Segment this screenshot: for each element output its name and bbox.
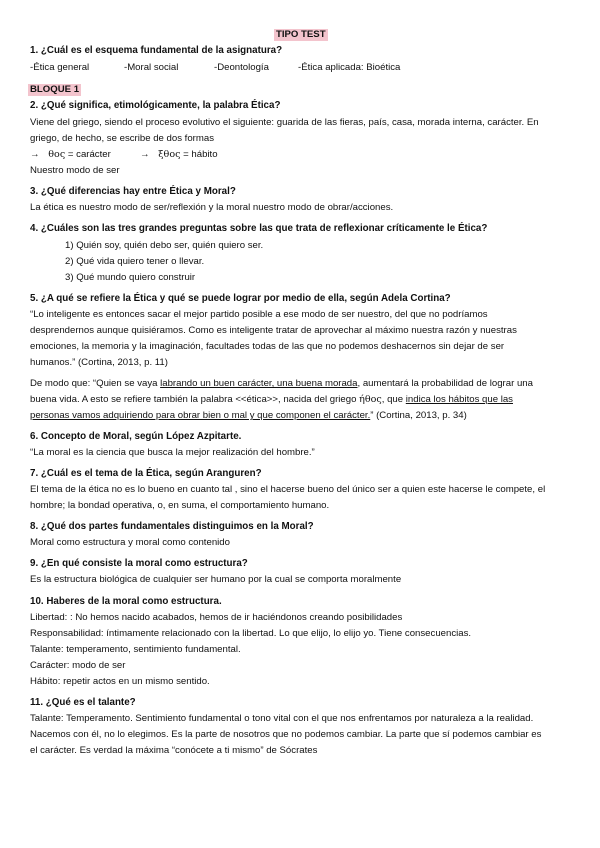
question-6: 6. Concepto de Moral, según López Azpitarte. xyxy=(30,431,242,442)
question-5: 5. ¿A qué se refiere la Ética y qué se puede lograr por medio de ella, según Adela Cortina? xyxy=(30,293,451,304)
question-1: 1. ¿Cuál es el esquema fundamental de la asignatura? xyxy=(30,45,283,56)
q4-item: 3) Qué mundo quiero construir xyxy=(65,272,196,283)
underlined-text: labrando un buen carácter, una buena morada xyxy=(160,378,358,389)
q5-quote-line: humanos.” (Cortina, 2013, p. 11) xyxy=(30,357,168,368)
underlined-text: indica los hábitos que las xyxy=(405,394,513,405)
q5-paragraph-line xyxy=(30,378,533,390)
q10-item: Talante: temperamento, sentimiento fundamental. xyxy=(30,644,241,655)
q2-text-line: Viene del griego, siendo el proceso evolutivo el siguiente: guarida de las fieras, país, casa, morada interna, carácter. En xyxy=(30,117,539,128)
greek-word: ήθος xyxy=(359,394,382,405)
q2-form-2 xyxy=(140,149,218,161)
q1-option-1: -Ética general xyxy=(30,62,90,73)
q11-text-line: el carácter. Es verdad la máxima “conócete a ti mismo” de Sócrates xyxy=(30,745,318,756)
question-9: 9. ¿En qué consiste la moral como estructura? xyxy=(30,558,248,569)
q10-item: Responsabilidad: íntimamente relacionado con la libertad. Lo que elijo, lo elijo yo. Tiene consecuencias. xyxy=(30,628,472,639)
q2-closing: Nuestro modo de ser xyxy=(30,165,120,176)
q1-option-3: -Deontología xyxy=(214,62,269,73)
greek-meaning: = hábito xyxy=(183,149,218,160)
question-7: 7. ¿Cuál es el tema de la Ética, según Aranguren? xyxy=(30,468,262,479)
q11-text-line: Nacemos con él, no lo elegimos. Es la parte de nosotros que no podemos cambiar. La parte que sí podemos cambiar es xyxy=(30,729,542,740)
q10-item: Libertad: : No hemos nacido acabados, hemos de ir haciéndonos creando posibilidades xyxy=(30,612,403,623)
q5-paragraph-line xyxy=(30,394,513,406)
q3-answer: La ética es nuestro modo de ser/reflexión y la moral nuestro modo de obrar/acciones. xyxy=(30,202,394,213)
arrow-right-icon: → xyxy=(140,149,150,160)
q10-item: Hábito: repetir actos en un mismo sentido. xyxy=(30,676,210,687)
text-span: ” (Cortina, 2013, p. 34) xyxy=(370,410,467,421)
q11-text-line: Talante: Temperamento. Sentimiento fundamental o tono vital con el que nos enfrentamos por naturaleza a la realidad. xyxy=(30,713,534,724)
text-span: , aumentará la probabilidad de lograr una xyxy=(357,378,533,389)
q9-answer: Es la estructura biológica de cualquier ser humano por la cual se comporta moralmente xyxy=(30,574,402,585)
q5-quote-line: emociones, la memoria y la imaginación, facultades todas de las que no podemos deshacernos sin dejar de ser xyxy=(30,341,505,352)
q5-quote-line: desprendernos aunque quisiéramos. Como es inteligente tratar de aprovechar al máximo nuestra razón y nuestras xyxy=(30,325,517,336)
question-4: 4. ¿Cuáles son las tres grandes preguntas sobre las que trata de reflexionar críticamente le Ética? xyxy=(30,223,488,234)
question-8: 8. ¿Qué dos partes fundamentales distinguimos en la Moral? xyxy=(30,521,314,532)
q1-option-2: -Moral social xyxy=(124,62,179,73)
q7-text-line: hombre; la bondad operativa, o, en suma, el comportamiento humano. xyxy=(30,500,330,511)
q6-answer: “La moral es la ciencia que busca la mejor realización del hombre.” xyxy=(30,447,315,458)
q10-item: Carácter: modo de ser xyxy=(30,660,126,671)
greek-word: θος xyxy=(48,149,66,160)
q8-answer: Moral como estructura y moral como contenido xyxy=(30,537,230,548)
q7-text-line: El tema de la ética no es lo bueno en cuanto tal , sino el hacerse bueno del único ser a quien este hacerse le compete, el xyxy=(30,484,546,495)
q4-item: 2) Qué vida quiero tener o llevar. xyxy=(65,256,205,267)
question-10: 10. Haberes de la moral como estructura. xyxy=(30,596,222,607)
question-3: 3. ¿Qué diferencias hay entre Ética y Moral? xyxy=(30,186,236,197)
text-span: De modo que: “Quien se vaya xyxy=(30,378,161,389)
question-2: 2. ¿Qué significa, etimológicamente, la palabra Ética? xyxy=(30,100,281,111)
question-11: 11. ¿Qué es el talante? xyxy=(30,697,136,708)
q5-quote-line: “Lo inteligente es entonces sacar el mejor partido posible a ese modo de ser nuestro, del que no podríamos xyxy=(30,309,488,320)
greek-meaning: = carácter xyxy=(67,149,111,160)
block-label: BLOQUE 1 xyxy=(30,84,80,95)
q1-option-4: -Ética aplicada: Bioética xyxy=(298,62,401,73)
page-title: TIPO TEST xyxy=(276,29,326,40)
text-span: , que xyxy=(381,394,406,405)
arrow-right-icon: → xyxy=(30,149,40,160)
underlined-text: personas vamos adquiriendo para obrar bien o mal y que componen el carácter. xyxy=(30,410,371,421)
q2-form-1 xyxy=(30,149,111,161)
q5-paragraph-line xyxy=(30,410,467,422)
text-span: buena vida. A esto se refiere también la palabra <<ética>>, nacida del griego xyxy=(30,394,360,405)
q2-text-line: griego, de hecho, se escribe de dos formas xyxy=(30,133,214,144)
q4-item: 1) Quién soy, quién debo ser, quién quiero ser. xyxy=(65,240,264,251)
greek-word: ξθος xyxy=(158,149,181,160)
